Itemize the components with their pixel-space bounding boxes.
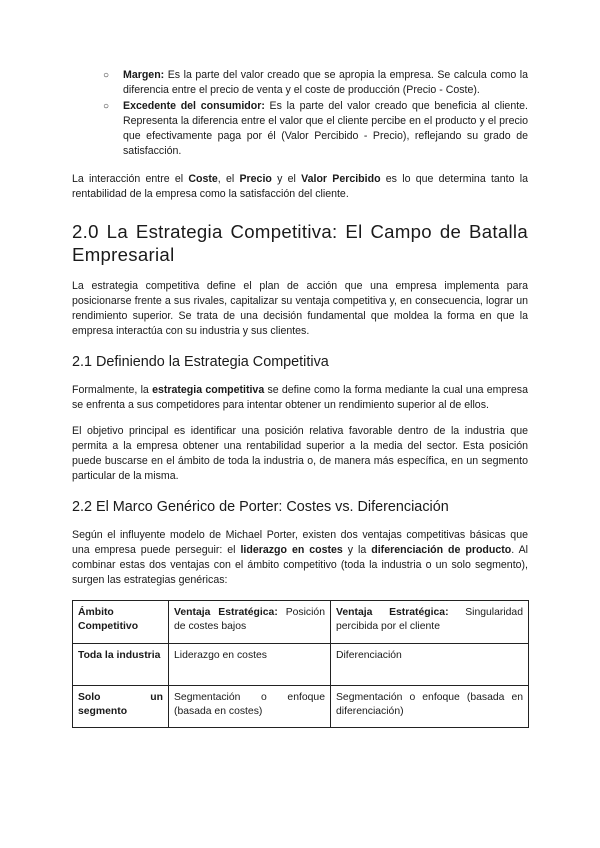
header-singularidad: Singularidad percibida por el cliente [336, 607, 523, 632]
hollow-circle-bullet-icon: ○ [103, 70, 110, 81]
table-cell: Segmentación o enfoque (basada en diferenciación) [331, 686, 529, 728]
text-run: es lo que determina tanto la rentabilidad de la empresa como la satisfacción del cliente. [72, 173, 528, 200]
paragraph-objective: El objetivo principal es identificar una posición relativa favorable dentro de la industria que permita a la empresa obtener una rentabilidad superior a la media del sector. Esta posición puede buscarse en el ámbito de toda la industria o, de manera más específica, en un segmento particular de la misma. [72, 425, 528, 482]
paragraph-porter [72, 528, 528, 588]
sub-bullet-list [72, 68, 528, 159]
bold-estrategia-competitiva: estrategia competitiva [152, 384, 265, 396]
table-cell: Liderazgo en costes [169, 644, 331, 686]
paragraph-interaction [72, 172, 528, 202]
definition-excedente: Es la parte del valor creado que beneficia al cliente. Representa la diferencia entre el valor que el cliente percibe en el producto y el precio que efectivamente paga por él (Valor Percibido - Precio), reflejando su grado de satisfacción. [123, 100, 528, 157]
table-header-cell [73, 601, 169, 644]
hollow-circle-bullet-icon: ○ [103, 101, 110, 112]
table-row [73, 644, 529, 686]
term-excedente: Excedente del consumidor: [123, 100, 265, 112]
heading-section-2-2: 2.2 El Marco Genérico de Porter: Costes vs. Diferenciación [72, 499, 449, 515]
row-label-solo-segmento: Solo un segmento [78, 692, 163, 717]
row-label-toda-industria: Toda la industria [78, 650, 161, 661]
paragraph-definition [72, 383, 528, 413]
bold-diferenciacion-producto: diferenciación de producto [371, 544, 512, 556]
definition-margen: Es la parte del valor creado que se apropia la empresa. Se calcula como la diferencia entre el precio de venta y el coste de producción (Precio - Coste). [123, 69, 528, 96]
list-item-excedente [103, 99, 528, 159]
table-cell: Diferenciación [331, 644, 529, 686]
text-run: Formalmente, la [72, 384, 153, 396]
text-run: . Al combinar estas dos ventajas con el ámbito competitivo (toda la industria o un solo segmento), surgen las estrategias genéricas: [72, 544, 528, 586]
text-run: se define como la forma mediante la cual una empresa se enfrenta a sus competidores para intentar obtener un rendimiento superior al de ellos. [72, 384, 528, 411]
term-margen: Margen: [123, 69, 165, 81]
table-cell [73, 686, 169, 728]
table-header-row [73, 601, 529, 644]
header-costes-bajos: Posición de costes bajos [174, 607, 325, 632]
bold-coste: Coste [188, 173, 218, 185]
text-run: , el [217, 173, 240, 185]
table-header-cell [331, 601, 529, 644]
header-ambito: Ámbito Competitivo [78, 607, 139, 632]
header-ventaja-label: Ventaja Estratégica: [336, 607, 449, 618]
bold-liderazgo-costes: liderazgo en costes [240, 544, 343, 556]
document-page [72, 68, 528, 728]
header-ventaja-label: Ventaja Estratégica: [174, 607, 278, 618]
text-run: y el [271, 173, 302, 185]
text-run: Según el influyente modelo de Michael Porter, existen dos ventajas competitivas básicas que una empresa puede perseguir: el [72, 529, 528, 556]
heading-section-2-1: 2.1 Definiendo la Estrategia Competitiva [72, 354, 329, 370]
text-run: y la [342, 544, 372, 556]
bold-valor-percibido: Valor Percibido [301, 173, 381, 185]
table-row [73, 686, 529, 728]
heading-section-2-0: 2.0 La Estrategia Competitiva: El Campo de Batalla Empresarial [72, 221, 528, 265]
table-cell [73, 644, 169, 686]
table-cell: Segmentación o enfoque (basada en costes) [169, 686, 331, 728]
paragraph-section-2-intro: La estrategia competitiva define el plan de acción que una empresa implementa para posicionarse frente a sus rivales, capitalizar su ventaja competitiva y, en consecuencia, lograr un rendimiento superior. Se trata de una decisión fundamental que moldea la forma en que la empresa interactúa con su industria y sus clientes. [72, 280, 528, 337]
text-run: La interacción entre el [72, 173, 189, 185]
list-item-margen [103, 68, 528, 98]
porter-generic-strategies-table [72, 600, 529, 728]
table-header-cell [169, 601, 331, 644]
bold-precio: Precio [239, 173, 272, 185]
